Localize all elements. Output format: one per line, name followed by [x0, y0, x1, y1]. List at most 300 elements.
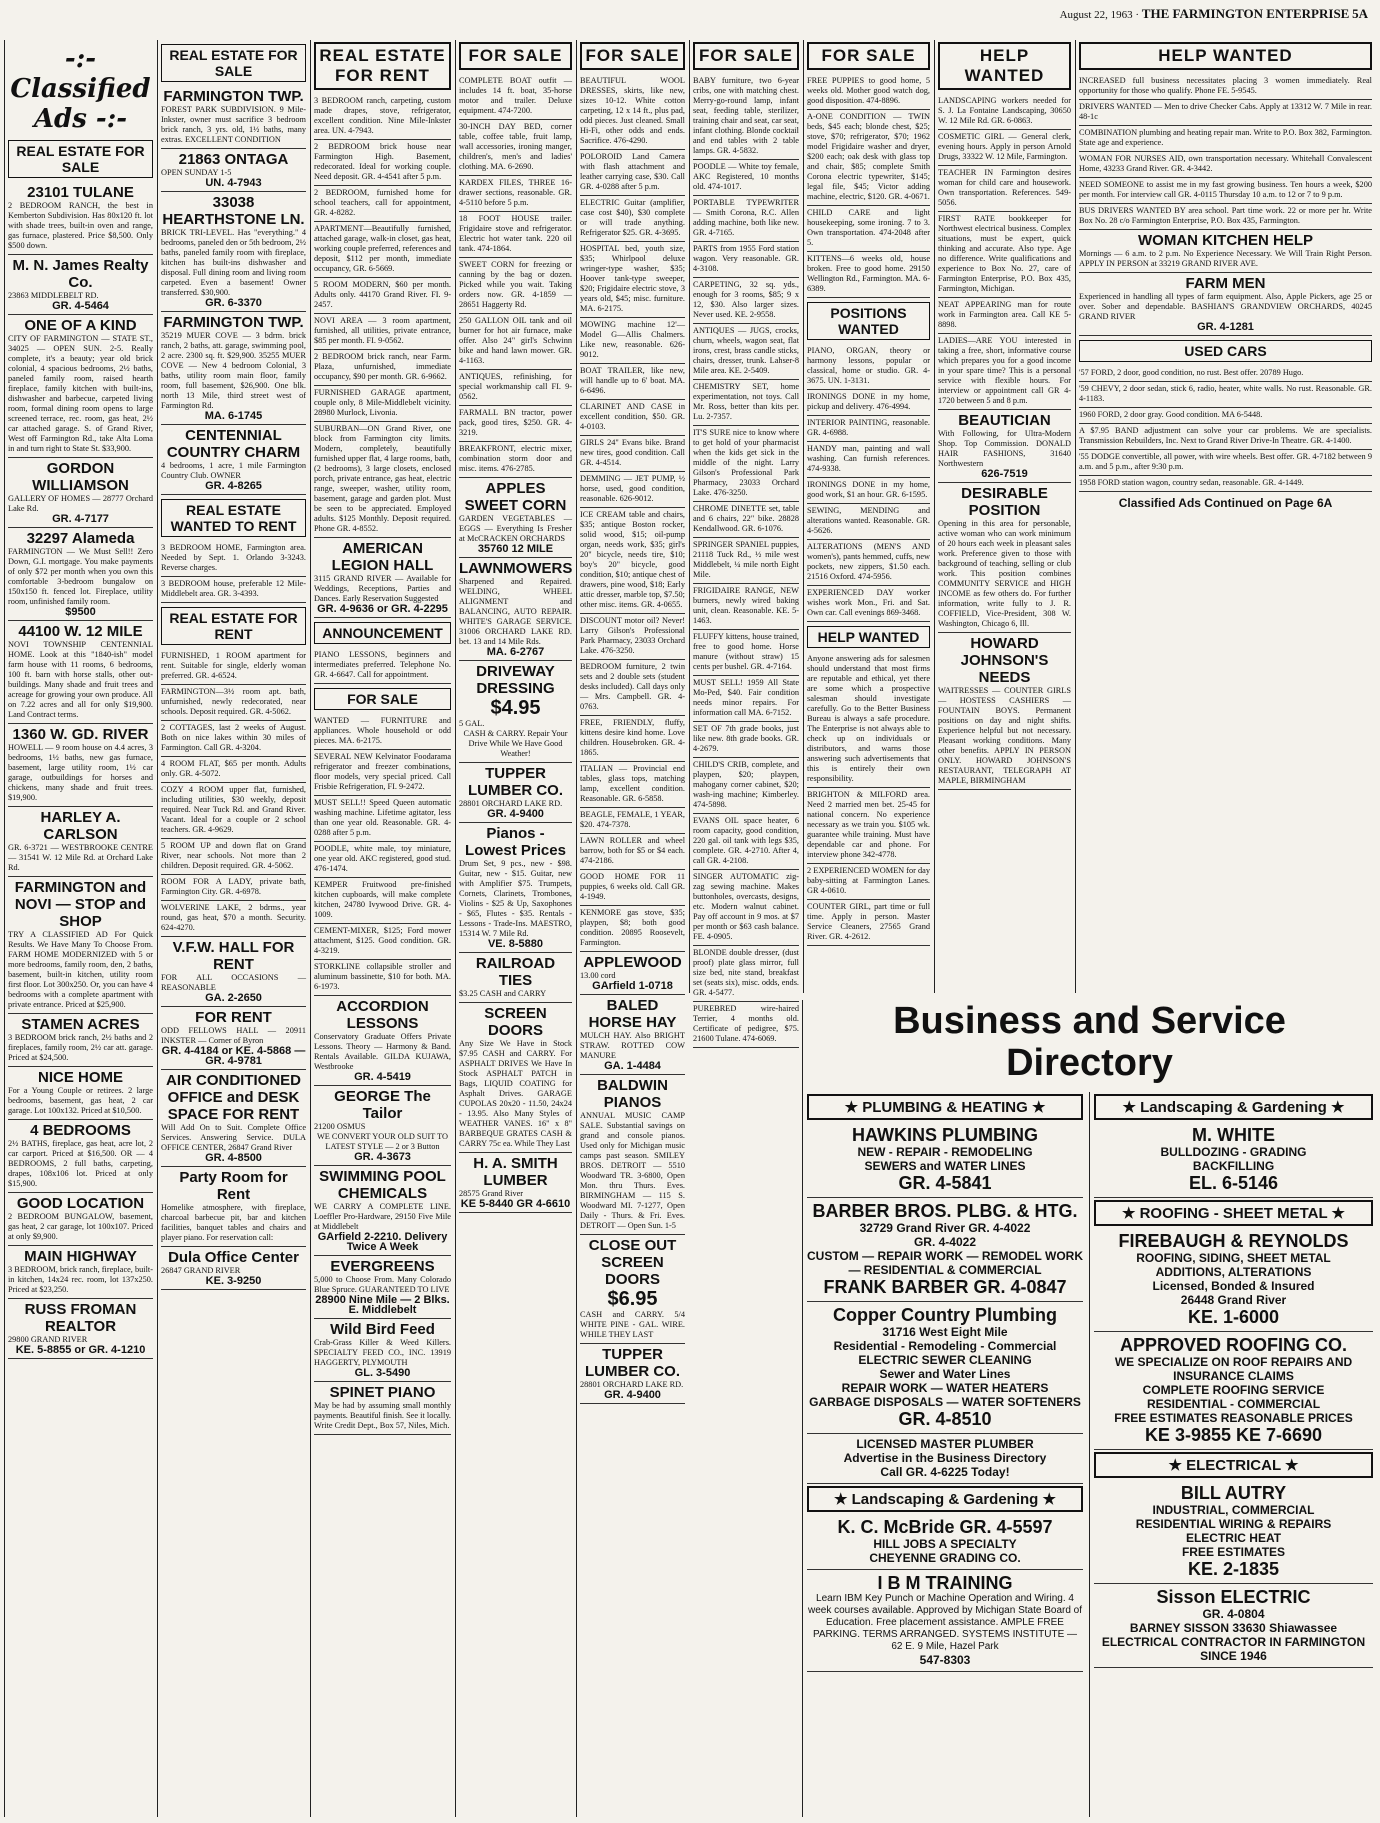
ad-body: SWEET CORN for freezing or canning by the bag or dozen. Picked while you wait. Taking orders now. GR. 4-1859 — 28651 Haggerty Rd. — [459, 260, 572, 309]
classified-ad — [459, 120, 572, 176]
ad-body: 2 BEDROOM brick house near Farmington High. Basement, redecorated. Ideal for working couple. Need deposit. GR. 4-4541 after 5 p.m. — [314, 142, 451, 181]
ad-title: BALED HORSE HAY — [588, 997, 677, 1031]
column-9 — [1075, 40, 1375, 993]
ad-title: FARM MEN — [1185, 275, 1266, 292]
ad-body: Experienced in handling all types of farm equipment. Also, Apple Pickers, age 25 or over. Sober and dependable. BASHIAN'S GRANDVIEW ORCHARDS, 40245 GRAND RIVER — [1079, 292, 1372, 321]
directory-listing — [807, 1514, 1083, 1570]
classified-ad — [693, 502, 799, 538]
business-detail: Advertise in the Business Directory — [843, 1451, 1047, 1465]
ad-body: POODLE — White toy female, AKC Registered, 10 months old. 474-1017. — [693, 162, 799, 191]
classified-ad — [8, 1299, 153, 1359]
classified-ad — [459, 478, 572, 558]
business-detail: Residential - Remodeling - Commercial — [833, 1339, 1057, 1353]
classified-ad — [807, 206, 930, 252]
classified-ad — [161, 901, 306, 937]
classified-ad — [1079, 178, 1372, 204]
classified-ad — [161, 757, 306, 783]
directory-category-header: ★ ROOFING - SHEET METAL ★ — [1094, 1200, 1373, 1226]
ad-body: FOR ALL OCCASIONS — REASONABLE — [161, 973, 306, 992]
ad-body: 28575 Grand River — [459, 1189, 524, 1198]
ad-phone: GR. 4-3673 — [354, 1151, 411, 1163]
ad-title: 33038 HEARTHSTONE LN. — [162, 194, 305, 228]
ad-body: 2 BEDROOM, furnished home for school teachers, call for appointment, GR. 4-8282. — [314, 188, 451, 217]
classified-ad — [580, 74, 685, 150]
ad-body: ODD FELLOWS HALL — 20911 INKSTER — Corner of Byron — [161, 1026, 306, 1045]
ad-body: Opening in this area for personable, active woman who can work minimum of 20 hours each week in pleasant sales work. Preference given to those with background of teaching, selling or club work. This position combines COMMUNITY SERVICE and HIGH INCOME as few others do. For further information, write fully to J. R. COFFIELD, Vice-President, 308 W. Washington, Chicago 6, Ill. — [938, 519, 1071, 628]
ad-body: BEDROOM furniture, 2 twin sets and 2 double sets (student desks included). Call days only — Mrs. Campbell. GR. 4-0763. — [580, 662, 685, 711]
ad-title: H. A. SMITH LUMBER — [473, 1155, 558, 1189]
ad-body: SEWING, MENDING and alterations wanted. Reasonable. GR. 4-5626. — [807, 506, 930, 535]
classified-ad — [161, 1070, 306, 1167]
ad-body: 2 EXPERIENCED WOMEN for day baby-sitting at Farmington Lanes. GR 4-0610. — [807, 866, 930, 895]
classified-ad — [161, 721, 306, 757]
ad-phone: MA. 6-2767 — [486, 646, 545, 658]
classified-ad — [161, 312, 306, 425]
classified-ad — [938, 410, 1071, 483]
classified-ad — [161, 577, 306, 603]
classified-ad — [580, 508, 685, 614]
ad-body: GARDEN VEGETABLES — EGGS — Everything Is Fresher at McCRACKEN ORCHARDS — [459, 514, 572, 543]
business-detail: Licensed, Bonded & Insured — [1152, 1279, 1315, 1293]
section-header: HELP WANTED — [807, 626, 930, 648]
ad-list — [807, 344, 930, 622]
ad-phone: KE. 3-9250 — [205, 1275, 262, 1287]
ad-body: For a Young Couple or retirees. 2 large bedrooms, basement, gas heat, 2 car garage. Lot 100x132. Priced at $10,500. — [8, 1086, 153, 1115]
classified-ad — [938, 334, 1071, 410]
ad-phone: MA. 6-1745 — [204, 410, 263, 422]
column-8 — [934, 40, 1074, 993]
classified-ad — [8, 528, 153, 621]
page-number: 5A — [1352, 6, 1368, 21]
ad-body: '59 CHEVY, 2 door sedan, stick 6, radio, heater, white walls. No rust. Reasonable. GR. 4-1183. — [1079, 384, 1372, 403]
ad-body: KARDEX FILES, THREE 16-drawer sections, reasonable. GR. 4-5110 before 5 p.m. — [459, 178, 572, 207]
classified-ad — [580, 762, 685, 808]
ad-body: WE CARRY A COMPLETE LINE. Loeffler Pro-Hardware, 29150 Five Mile at Middlebelt — [314, 1202, 451, 1231]
ad-body: NOVI TOWNSHIP CENTENNIAL HOME. Look at this "1840-ish" model farm house with 11 rooms, 6 bedrooms, 100 ft. barn with horse stalls, other out-buildings. Many shade and fruit trees and acreage for growing your own produce. All on 7.22 acres and all for only $19,900. Land Contract terms. — [8, 640, 153, 719]
classified-ad — [459, 258, 572, 314]
ad-title: LAWNMOWERS — [459, 560, 573, 577]
ad-body: 35219 MUER COVE — 3 bdrm. brick ranch, 2 baths, att. garage, swimming pool, 2 acre. 2300 sq. ft. $29,900. 35255 MUER COVE — New 4 bedroom Colonial, 3 baths, utility room main floor, family room, full basement, $26,900. One blk. north 13 Mile, third street west of Farmington Rd. — [161, 331, 306, 410]
ad-body: ANTIQUES, refinishing, for special workmanship call FI. 9-0562. — [459, 372, 572, 401]
ad-body: 3 BEDROOM brick ranch, 2½ baths and 2 fireplaces, family room, 2½ car att. garage. Priced at $24,500. — [8, 1033, 153, 1062]
business-detail: INDUSTRIAL, COMMERCIAL — [1152, 1503, 1315, 1517]
ad-body: CITY OF FARMINGTON — STATE ST., 34025 — OPEN SUN. 2-5. Really complete, it's a beauty; year old brick colonial, 4 spacious bedrooms, 2½ baths, paneled family room, raised hearth fireplace, family kitchen with built-ins, dishwasher and barbecue, carpeted living room, formal dining room opens to large screened terrace, rec. room, gas heat, 2½ car attached garage. S. of Grand River, West off Farmington Rd., take Alta Loma in and turn right to State St. $33,900. — [8, 334, 153, 453]
classified-ad — [314, 796, 451, 842]
ad-body: 4 bedrooms, 1 acre, 1 mile Farmington Country Club. OWNER — [161, 461, 306, 480]
ad-title: 1360 W. GD. RIVER — [12, 726, 149, 743]
ad-body: '57 FORD, 2 door, good condition, no rust. Best offer. 20789 Hugo. — [1079, 368, 1304, 377]
ad-body: 23863 MIDDLEBELT RD. — [8, 291, 99, 300]
classified-ad — [8, 877, 153, 1014]
column-1 — [4, 40, 156, 1817]
classified-ad — [580, 834, 685, 870]
classified-ad — [1079, 408, 1372, 424]
ad-body: 2 COTTAGES, last 2 weeks of August. Both on nice lakes within 30 miles of Farmington. Call GR. 4-3204. — [161, 723, 306, 752]
ad-body: TEACHER IN Farmington desires woman for child care and housework. Own transportation. References. 549-5056. — [938, 168, 1071, 207]
ad-body: SET OF 7th grade books, just like new. 8th grade books. GR. 4-2679. — [693, 724, 799, 753]
ad-list — [161, 937, 306, 1290]
classified-ad — [459, 661, 572, 763]
ad-body: A $7.95 BAND adjustment can solve your car problems. We are specialists. Transmission Rebuilders, Inc. Next to Grand River Drive-In Theatre. GR. 4-1400. — [1079, 426, 1372, 445]
classified-ad — [161, 86, 306, 149]
business-phone: KE 3-9855 KE 7-6690 — [1144, 1425, 1323, 1445]
classified-ad — [314, 924, 451, 960]
ad-title: FARMINGTON TWP. — [163, 314, 304, 331]
ad-body: Drum Set, 9 pcs., new - $98. Guitar, new - $15. Guitar, new with Amplifier $75. Trumpets, Cornets, Clarinets, Trombones, Violins - $25 & Up, Saxophones - $65, Flutes - $35. Rentals - Lessons - Trade-Ins. MAESTRO, 15314 W. 7 Mile Rd. — [459, 859, 572, 938]
ad-body: COSMETIC GIRL — General clerk, evening hours. Apply in person Arnold Drugs, 33322 W. 12 Mile, Farmington. — [938, 132, 1071, 161]
classified-ad — [938, 166, 1071, 212]
classified-ad — [459, 370, 572, 406]
ad-body: WOMAN FOR NURSES AID, own transportation necessary. Whitehall Convalescent Home, 43233 Grand River. GR. 4-3442. — [1079, 154, 1372, 173]
classified-ad — [580, 436, 685, 472]
ad-body: GOOD HOME FOR 11 puppies, 6 weeks old. Call GR. 4-1949. — [580, 872, 685, 901]
ad-body: PIANO LESSONS, beginners and intermediates preferred. Telephone No. GR. 4-6647. Call for appointment. — [314, 650, 451, 679]
ad-list — [1079, 230, 1372, 336]
ad-title: Pianos - Lowest Prices — [465, 825, 566, 859]
ad-body: Will Add On to Suit. Complete Office Services. Answering Service. DULA OFFICE CENTER, 26847 Grand River — [161, 1123, 306, 1152]
classified-ad — [807, 788, 930, 864]
business-name: HAWKINS PLUMBING — [852, 1125, 1038, 1145]
ad-phone: KE 5-8440 GR 4-6610 — [460, 1198, 571, 1210]
ad-body: 29800 GRAND RIVER — [8, 1335, 88, 1344]
ad-body: KENMORE gas stove, $35; playpen, $8; both good condition. 20895 Roosevelt, Farmington. — [580, 908, 685, 947]
ad-body: Conservatory Graduate Offers Private Lessons. Theory — Harmony & Band. Rentals Available. GILDA KUJAWA, Westbrooke — [314, 1032, 451, 1071]
section-header: FOR SALE — [314, 688, 451, 710]
section-header: HELP WANTED — [938, 42, 1071, 90]
masthead: August 22, 1963 · THE FARMINGTON ENTERPRISE 5A — [1059, 6, 1368, 21]
ad-body: ICE CREAM table and chairs, $35; antique Boston rocker, solid wood, $15; oil-pump organ, needs work, $35; girl's 20" bicycle, needs tire, $10; boy's 20" bicycle, good condition, $10; antique chest of drawers, pine wood, $18; Early attic dresser, marble top, $7.50; other misc. items. GR. 4-0655. — [580, 510, 685, 609]
classified-ad — [693, 758, 799, 814]
ad-extra: CASH & CARRY. Repair Your Drive While We Have Good Weather! — [463, 729, 568, 758]
classified-ad — [580, 614, 685, 660]
ad-body: LADIES—ARE YOU interested in taking a free, short, informative course which prepares you for a good income in your spare time? This is a personal service with flexible hours. For interview or appointment call GR 4-1720 between 5 and 8 p.m. — [938, 336, 1071, 405]
business-detail: 26448 Grand River — [1180, 1293, 1287, 1307]
classified-ad — [161, 425, 306, 495]
ad-title: ONE OF A KIND — [24, 317, 137, 334]
classified-ad — [8, 1193, 153, 1246]
classified-ad — [693, 584, 799, 630]
ad-list — [8, 182, 153, 1359]
ad-title: TUPPER LUMBER CO. — [585, 1346, 680, 1380]
ad-phone: 35760 12 MILE — [477, 543, 554, 555]
classified-ad — [314, 996, 451, 1086]
ad-body: EVANS OIL space heater, 6 room capacity, good condition, 220 gal. oil tank with legs $35, complete. GR. 4-2710. After 4, call GR. 4-2108. — [693, 816, 799, 865]
ad-body: ITALIAN — Provincial end tables, glass tops, matching lamp, excellent condition. Reasonable. GR. 6-5858. — [580, 764, 685, 803]
classified-ad — [314, 350, 451, 386]
ad-list — [807, 652, 930, 946]
classified-ad — [459, 442, 572, 478]
ad-body: 13.00 cord — [580, 971, 616, 980]
ad-body: Sharpened and Repaired. WELDING, WHEEL ALIGNMENT and BALANCING, AUTO REPAIR. WHITE'S GARAGE SERVICE. 31006 ORCHARD LAKE RD. bet. 13 and 14 Mile Rds. — [459, 577, 572, 646]
directory-listing — [807, 1198, 1083, 1302]
section-header: HELP WANTED — [1079, 42, 1372, 70]
ad-body: FRIGIDAIRE RANGE, NEW burners, newly wired baking unit, clean. Reasonable. KE. 5-1463. — [693, 586, 799, 625]
classified-ad — [693, 722, 799, 758]
ad-body: Anyone answering ads for salesmen should understand that most firms are reputable and ethical, yet there are some which a prospective salesman should investigate carefully. Go to the Better Business Bureau is always a safe procedure. The Enterprise is not always able to check up on individuals or distributors, and warns those answering such advertisements that this is entirely their own responsibility. — [807, 654, 930, 783]
ad-body: FLUFFY kittens, house trained, free to good home. Horse manure (without straw) 15 cents per bushel. GR. 4-7164. — [693, 632, 799, 671]
classified-ad — [161, 685, 306, 721]
ad-body: BRICK TRI-LEVEL. Has "everything." 4 bedrooms, paneled den or 5th bedroom, 2½ baths, paneled family room with fireplace, kitchen has built-ins dishwasher and disposal. Full dining room and living room carpeted. Even a basement! Owner transferred. $30,900. — [161, 228, 306, 297]
ad-body: POODLE, white male, toy miniature, one year old. AKC registered, good stud. 476-1474. — [314, 844, 451, 873]
classified-ad — [1079, 74, 1372, 100]
ad-body: 26847 GRAND RIVER — [161, 1266, 241, 1275]
ad-phone: GL. 3-5490 — [354, 1367, 411, 1379]
classified-ad — [8, 1120, 153, 1193]
ad-phone: 28900 Nine Mile — 2 Blks. E. Middlebelt — [315, 1294, 450, 1316]
directory-listing — [1094, 1228, 1373, 1332]
classified-ad — [8, 621, 153, 724]
business-detail: ROOFING, SIDING, SHEET METAL — [1136, 1251, 1331, 1265]
business-name: BILL AUTRY — [1180, 1483, 1287, 1503]
ad-body: '55 DODGE convertible, all power, with wire wheels. Best offer. GR. 4-7182 between 9 a.m. and 5 p.m., after 9:30 p.m. — [1079, 452, 1372, 471]
ad-body: IT'S SURE nice to know where to get hold of your pharmacist when the kids get sick in the middle of the night. Larry Gilson's Professional Park Pharmacy, 23033 Orchard Lake. 476-3250. — [693, 428, 799, 497]
classified-ad — [459, 406, 572, 442]
business-name: K. C. McBride GR. 4-5597 — [837, 1517, 1053, 1537]
classified-ad — [693, 242, 799, 278]
section-header: POSITIONS WANTED — [807, 302, 930, 340]
classified-ad — [8, 315, 153, 458]
classified-ad — [314, 842, 451, 878]
ad-body: IRONINGS DONE in my home, pickup and delivery. 476-4994. — [807, 392, 930, 411]
section-header: FOR SALE — [459, 42, 572, 70]
classified-ad — [807, 390, 930, 416]
ad-body: APARTMENT—Beautifully furnished, attached garage, walk-in closet, gas heat, working couple preferred, references and deposit, $112 per month, immediate occupancy, GR. 6-5669. — [314, 224, 451, 273]
ad-title: FARMINGTON and NOVI — STOP and SHOP — [14, 879, 147, 930]
ad-body: Any Size We Have in Stock $7.95 CASH and CARRY. For ASPHALT DRIVES We Have In Stock ASPHALT PATCH in Bags, LIQUID COATING for Asphalt Drives. GARAGE CUPOLAS 20x20 - 11.50, 24x24 - 13.95. Also Many Styles of WEATHER VANES. 16" x 8" BARBEQUE GRATES CASH & CARRY 75c ea. While They Last — [459, 1039, 572, 1148]
ad-body: 5 GAL. — [459, 719, 485, 728]
ad-list — [314, 94, 451, 538]
ad-body: GALLERY OF HOMES — 28777 Orchard Lake Rd. — [8, 494, 153, 513]
ad-title: AMERICAN LEGION HALL — [331, 540, 434, 574]
ad-body: INCREASED full business necessitates placing 3 women immediately. Real opportunity for those who qualify. Phone FE. 5-9545. — [1079, 76, 1372, 95]
classified-ad — [580, 472, 685, 508]
ad-phone: GR. 4-8265 — [205, 480, 262, 492]
ad-title: SCREEN DOORS — [484, 1005, 547, 1039]
ad-body: ANNUAL MUSIC CAMP SALE. Substantial savings on grand and console pianos. Used only for Michigan music camps past season. SMILEY BROS. DETROIT — 5510 Woodward TR. 3-6800, Open Mon. thru Thurs. Eves. BIRMINGHAM — 115 S. Woodward MI. 7-1277, Open Daily - Thurs. & Fri. Eves. DETROIT — Open Sun. 1-5 — [580, 1111, 685, 1230]
classified-ad — [1079, 126, 1372, 152]
classified-ad — [314, 94, 451, 140]
ad-body: CLARINET AND CASE in excellent condition, $50. GR. 4-0103. — [580, 402, 685, 431]
ad-body: BRIGHTON & MILFORD area. Need 2 married men bet. 25-45 for national concern. No experience necessary as we train you. $105 wk. guarantee while training. Must have dependable car and phone. For interview phone 342-4778. — [807, 790, 930, 859]
ad-body: CASH and CARRY. 5/4 WHITE PINE - GAL. WIRE. WHILE THEY LAST — [580, 1310, 685, 1339]
classified-ad — [161, 875, 306, 901]
ad-title: FOR RENT — [195, 1009, 272, 1026]
business-phone: KE. 2-1835 — [1187, 1559, 1280, 1579]
classified-ad — [807, 416, 930, 442]
ad-body: COMBINATION plumbing and heating repair man. Write to P.O. Box 382, Farmington. State age and experience. — [1079, 128, 1372, 147]
ad-body: BLONDE double dresser, (dust proof) plate glass mirror, full size bed, nite stand, breakfast set (seats six), misc. odds, ends. GR. 4-5477. — [693, 948, 799, 997]
classified-ad — [693, 870, 799, 946]
ad-title: DESIRABLE POSITION — [961, 485, 1048, 519]
business-detail: 32729 Grand River GR. 4-4022 — [859, 1221, 1031, 1235]
ad-title: MAIN HIGHWAY — [24, 1248, 137, 1265]
classified-ad — [693, 946, 799, 1002]
ad-body: NEAT APPEARING man for route work in Farmington area. Call KE 5-8898. — [938, 300, 1071, 329]
classified-ad — [1079, 424, 1372, 450]
ad-phone: VE. 8-5880 — [487, 938, 544, 950]
directory-category-header: ★ Landscaping & Gardening ★ — [807, 1486, 1083, 1512]
classified-ad — [693, 324, 799, 380]
ad-body: BREAKFRONT, electric mixer, combination storm door and misc. items. 476-2785. — [459, 444, 572, 473]
business-detail: ELECTRIC SEWER CLEANING — [858, 1353, 1032, 1367]
ad-list — [161, 649, 306, 937]
classified-ad — [314, 186, 451, 222]
ad-body: HANDY man, painting and wall washing. Can furnish references. 474-9338. — [807, 444, 930, 473]
classified-ad — [580, 870, 685, 906]
ad-body: PIANO, ORGAN, theory or harmony lessons, popular or classical, home or studio. GR. 4-3675. UN. 1-3131. — [807, 346, 930, 385]
business-detail: GR. 4-0804 — [1202, 1607, 1265, 1621]
business-name: FIREBAUGH & REYNOLDS — [1118, 1231, 1349, 1251]
directory-listing — [807, 1122, 1083, 1198]
ad-body: NEED SOMEONE to assist me in my fast growing business. Ten hours a week, $200 per month. For interview call GR. 4-0115 Thursday 10 a.m. to 12 or 7 to 9 p.m. — [1079, 180, 1372, 199]
classified-ad — [693, 676, 799, 722]
ad-body: WOLVERINE LAKE, 2 bdrms., year round, gas heat, $70 a month. Security. 624-4270. — [161, 903, 306, 932]
ad-body: 28801 ORCHARD LAKE RD. — [459, 799, 563, 808]
ad-title: NICE HOME — [37, 1069, 123, 1086]
ad-title: WOMAN KITCHEN HELP — [1138, 232, 1313, 249]
column-6 — [689, 40, 802, 1043]
directory-listing — [807, 1302, 1083, 1434]
classified-ad — [1079, 366, 1372, 382]
classified-ad — [314, 314, 451, 350]
classified-ad — [459, 314, 572, 370]
ad-body: KEMPER Fruitwood pre-finished kitchen cupboards, will make complete kitchen, 24780 Ivywood Drive. GR. 4-1009. — [314, 880, 451, 919]
classified-ad — [693, 160, 799, 196]
ad-list — [314, 538, 451, 618]
ad-list — [1079, 366, 1372, 492]
classified-ad — [807, 652, 930, 788]
classified-ad — [693, 380, 799, 426]
classified-ad — [459, 763, 572, 823]
ad-body: WAITRESSES — COUNTER GIRLS — HOSTESS CASHIERS — FOUNTAIN BOYS. Permanent positions on day and night shifts. Experience helpful but not necessary. Pleasant working conditions. Many other benefits. APPLY IN PERSON ONLY. HOWARD JOHNSON'S RESTAURANT, TELEGRAPH AT MAPLE, BIRMINGHAM — [938, 686, 1071, 785]
ad-body: 5,000 to Choose From. Many Colorado Blue Spruce. GUARANTEED TO LIVE — [314, 1275, 451, 1294]
classified-ad — [693, 196, 799, 242]
classified-ad — [8, 1067, 153, 1120]
ad-title: 21863 ONTAGA — [178, 151, 289, 168]
classified-ad — [693, 74, 799, 160]
ad-body: 18 FOOT HOUSE trailer. Frigidaire stove and refrigerator. Electric hot water tank. 220 oil tank. 474-1864. — [459, 214, 572, 253]
classified-ad — [161, 1247, 306, 1290]
ad-title: EVERGREENS — [330, 1258, 435, 1275]
ad-title: APPLES SWEET CORN — [464, 480, 567, 514]
classified-ad — [693, 426, 799, 502]
classified-ad — [807, 74, 930, 110]
ad-body: ELECTRIC Guitar (amplifier, case cost $40), $30 complete or will trade anything. Refrigerator $25. GR. 4-3695. — [580, 198, 685, 237]
ad-price: $6.95 — [607, 1288, 658, 1310]
business-detail: FREE ESTIMATES REASONABLE PRICES — [1114, 1411, 1353, 1425]
ad-phone: KE. 5-8855 or GR. 4-1210 — [15, 1344, 146, 1356]
ad-body: SPRINGER SPANIEL puppies, 21118 Tuck Rd., ½ mile west Middlebelt, ¼ mile north Eight Mile. — [693, 540, 799, 579]
classified-ad — [161, 839, 306, 875]
ad-body: CHILD'S CRIB, complete, and playpen, $20; playpen, mahogany corner cabinet, $20; wash-ing machine; Kimberley. 474-5898. — [693, 760, 799, 809]
ad-body: 2½ BATHS, fireplace, gas heat, acre lot, 2 car carport. Priced at $16,500. OR — 4 BEDROOMS, 2 full baths, carpeting, drapes, 108x106 lot. Priced at only $15,900. — [8, 1139, 153, 1188]
ad-body: ANTIQUES — JUGS, crocks, churn, wheels, wagon seat, flat irons, crest, brass candle sticks, chairs, dresser, trunk. Lahser-8 Mile area. KE. 2-5409. — [693, 326, 799, 375]
ad-body: COMPLETE BOAT outfit — includes 14 ft. boat, 35-horse motor and trailer. Deluxe equipment. 474-7200. — [459, 76, 572, 115]
ad-phone: GArfield 2-2210. Delivery Twice A Week — [317, 1231, 448, 1253]
ad-body: BEAGLE, FEMALE, 1 YEAR, $20. 474-7378. — [580, 810, 685, 829]
classified-ads-header: -:- Classified Ads -:- — [10, 44, 151, 134]
ad-title: Wild Bird Feed — [330, 1321, 435, 1338]
ibm-title: I B M TRAINING — [877, 1573, 1013, 1593]
ad-title: GEORGE The Tailor — [334, 1088, 431, 1122]
classified-ad — [580, 995, 685, 1075]
business-detail: LICENSED MASTER PLUMBER — [856, 1437, 1034, 1451]
classified-ad — [8, 458, 153, 528]
classified-ad — [314, 140, 451, 186]
business-name: APPROVED ROOFING CO. — [1119, 1335, 1348, 1355]
directory-title-line-2: Directory — [1006, 1042, 1173, 1084]
classified-ad — [693, 1002, 799, 1048]
ad-body: LAWN ROLLER and wheel barrow, both for $5 or $4 each. 474-2186. — [580, 836, 685, 865]
classified-ad — [580, 808, 685, 834]
ad-body: 3 BEDROOM, brick ranch, fireplace, built-in kitchen, 14x24 rec. room, lot 137x250. Priced at $23,250. — [8, 1265, 153, 1294]
ad-body: COUNTER GIRL, part time or full time. Apply in person. Master Service Cleaners, 27565 Grand River. GR. 4-2612. — [807, 902, 930, 941]
ad-body: SINGER AUTOMATIC zig-zag sewing machine. Makes buttonholes, overcasts, designs, etc. Modern walnut cabinet. Pay off account in 9 mos. at $7 per month or $63 cash balance. FE. 4-0905. — [693, 872, 799, 941]
ad-body: FARMINGTON — We Must Sell!! Zero Down, G.I. mortgage. You make payments of only $72 per month when you own this comfortable 3-bedroom bungalow on 150x150 ft. fenced lot. Fireplace, utility room, unfinished family room. — [8, 547, 153, 606]
business-detail: CUSTOM — REPAIR WORK — REMODEL WORK — RESIDENTIAL & COMMERCIAL — [807, 1249, 1083, 1277]
ad-title: ACCORDION LESSONS — [336, 998, 429, 1032]
classified-ad — [459, 823, 572, 953]
classified-ad — [1079, 450, 1372, 476]
directory-right-column — [1089, 1092, 1373, 1817]
classified-ad — [807, 478, 930, 504]
business-phone: GR. 4-8510 — [898, 1409, 992, 1429]
classified-ad — [580, 318, 685, 364]
ad-phone: GR. 4-7177 — [52, 513, 109, 525]
classified-ad — [807, 504, 930, 540]
ad-body: POLOROID Land Camera with flash attachment and leather carrying case, $30. Call GR. 4-0288 after 5 p.m. — [580, 152, 685, 191]
classified-ad — [314, 278, 451, 314]
ad-body: WANTED — FURNITURE and appliances. Whole household or odd pieces. MA. 6-2175. — [314, 716, 451, 745]
ad-phone: GR. 4-9400 — [604, 1389, 661, 1401]
classified-ad — [580, 906, 685, 952]
ad-body: OPEN SUNDAY 1-5 — [161, 168, 232, 177]
classified-ad — [580, 1344, 685, 1404]
classified-ad — [459, 1153, 572, 1213]
ad-body: CHILD CARE and light housekeeping, some ironing. 7 to 3. Own transportation. 474-2048 after 5. — [807, 208, 930, 247]
ad-title: V.F.W. HALL FOR RENT — [172, 939, 295, 973]
classified-ad — [314, 386, 451, 422]
ad-body: CARPETING, 32 sq. yds., enough for 3 rooms, $85; 9 x 12, $30. Also larger sizes. Never used. KE. 2-9558. — [693, 280, 799, 319]
ad-body: FOREST PARK SUBDIVISION. 9 Mile-Inkster, owner must sacrifice 3 bedroom brick ranch, 3 yrs. old, 1½ baths, many extras. EXCELLENT CONDITION — [161, 105, 306, 144]
ad-body: FURNISHED GARAGE apartment, couple only, 8 Mile-Middlebelt vicinity. 28980 Murlock, Livonia. — [314, 388, 451, 417]
ad-body: 3 BEDROOM ranch, carpeting, custom made drapes, stove, refrigerator, excellent condition. Nine Mile-Inkster area. UN. 4-7943. — [314, 96, 451, 135]
ad-list — [580, 952, 685, 1404]
ad-body: 28801 ORCHARD LAKE RD. — [580, 1380, 684, 1389]
ad-body: COZY 4 ROOM upper flat, furnished, including utilities, $30 weekly, deposit required. Near Tuck Rd. and Grand River. Vacant. Ideal for a couple or 2 school teachers. GR. 4-9629. — [161, 785, 306, 834]
ad-title: 44100 W. 12 MILE — [18, 623, 143, 640]
ad-body: IRONINGS DONE in my home, good work, $1 an hour. GR. 6-1595. — [807, 480, 930, 499]
business-detail: BULLDOZING - GRADING — [1160, 1145, 1307, 1159]
ad-body: DRIVERS WANTED — Men to drive Checker Cabs. Apply at 13312 W. 7 Mile in rear. 48-1c — [1079, 102, 1372, 121]
business-directory — [802, 1000, 1376, 1817]
classified-ad — [693, 278, 799, 324]
ad-phone: GR. 4-5419 — [354, 1071, 411, 1083]
section-header: REAL ESTATE FOR SALE — [8, 140, 153, 178]
ad-title: CLOSE OUT SCREEN DOORS — [588, 1237, 677, 1288]
classified-ad — [938, 633, 1071, 790]
column-4 — [455, 40, 575, 1817]
ad-body: 30-INCH DAY BED, corner table, coffee table, fruit lamp, wall accessories, ironing manger, children's, men's and ladies' clothing. MA. 6-2690. — [459, 122, 572, 171]
ad-body: 5 ROOM MODERN, $60 per month. Adults only. 44170 Grand River. FI. 9-2457. — [314, 280, 451, 309]
ad-body: FARMALL BN tractor, power pack, good tires, $250. GR. 4-3219. — [459, 408, 572, 437]
business-detail: GARBAGE DISPOSALS — WATER SOFTENERS — [809, 1395, 1081, 1409]
classified-ad — [938, 483, 1071, 633]
ad-phone: GA. 2-2650 — [205, 992, 262, 1004]
ad-body: 1958 FORD station wagon, country sedan, reasonable. GR. 4-1449. — [1079, 478, 1304, 487]
classified-ad — [314, 222, 451, 278]
classified-ad — [580, 364, 685, 400]
